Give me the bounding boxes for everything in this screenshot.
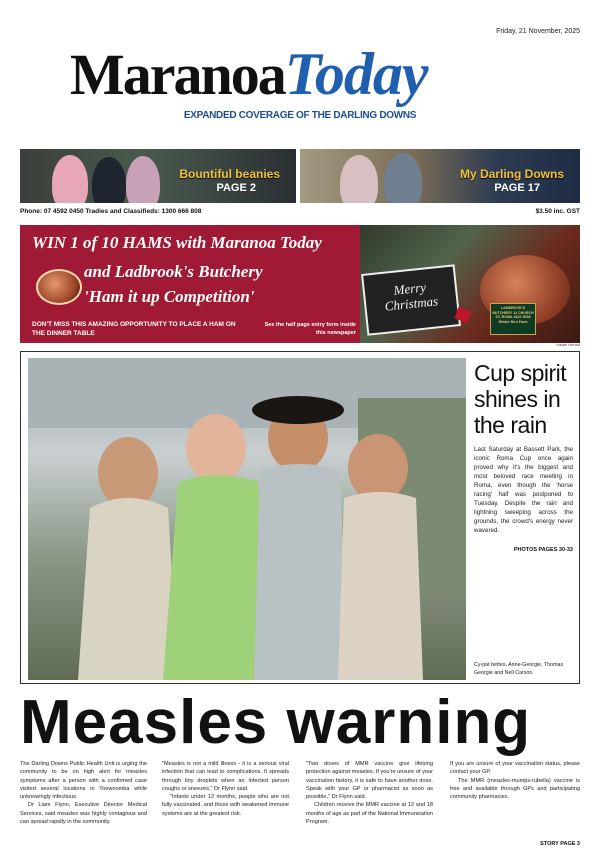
issue-date: Friday, 21 November, 2025 <box>496 28 580 35</box>
teaser-title: My Darling Downs <box>459 167 564 181</box>
feature-body: Last Saturday at Bassett Park, the iconic Roma Cup once again proved why it's the biggest and most beloved race meeting in Roma, even though the 'horse racing' half was postponed to Tuesday. Despite the rain and lightning sweeping across the grounds, the crowd's energy never wavered. <box>474 446 573 534</box>
chalkboard-text: Merry Christmas <box>383 279 439 314</box>
masthead-logo[interactable] <box>70 40 540 110</box>
teaser-photo-person <box>340 155 378 203</box>
lead-column-1 <box>20 760 147 826</box>
chalkboard-sign <box>361 264 461 335</box>
contact-line: Phone: 07 4592 0450 Tradies and Classifieds: 1300 666 808 <box>20 208 202 215</box>
feature-headline[interactable]: Cup spirit shines in the rain <box>474 360 567 438</box>
ham-image <box>36 269 82 305</box>
promo-line-2: and Ladbrook's Butchery <box>84 262 263 281</box>
masthead-part-today: Today <box>284 41 428 107</box>
teaser-photo-person <box>52 155 88 203</box>
teaser-page: PAGE 2 <box>216 182 256 194</box>
paragraph: If you are unsure of your vaccination status, please contact your GP. <box>450 761 580 776</box>
butcher-badge: LADBROOK'S BUTCHERY 12 CHURCH ST, ROMA 4622 3698 Winter Bird Farm <box>490 303 536 335</box>
ham-competition-banner[interactable] <box>20 225 580 343</box>
photo-caption: Cy-pat bettes, Anne-Georgie, Thomas Georgie and Nell Carson. <box>474 662 564 676</box>
feature-photo-illustration <box>28 358 466 680</box>
lead-column-3 <box>306 760 433 826</box>
teaser-my-darling-downs[interactable] <box>300 149 580 203</box>
paragraph: "Measles is not a mild illness - it is a serious viral infection that can lead to complications. It spreads through tiny droplets when an infected person coughs or sneezes," Dr Flynn said. <box>162 761 289 792</box>
lead-column-2 <box>162 760 289 818</box>
teaser-title: Bountiful beanies <box>179 167 280 181</box>
teaser-photo-person <box>92 157 126 203</box>
paragraph: Dr Liam Flynn, Executive Director Medical Services, said measles was highly contagious and can spread rapidly in the community. <box>20 802 147 826</box>
cover-price: $3.50 inc. GST <box>535 208 580 215</box>
paragraph: "Two doses of MMR vaccine give lifelong protection against measles. If you're unsure of your vaccination history, it is safe to have another dose. Speak with your GP or pharmacist as soon as possible," Dr Flynn said. <box>306 761 433 801</box>
teaser-beanies[interactable] <box>20 149 296 203</box>
promo-entry-note: See the half page entry form inside this newspaper <box>264 322 356 336</box>
story-continuation-link[interactable]: STORY PAGE 3 <box>540 841 580 847</box>
lead-column-4 <box>450 760 580 801</box>
promo-credit: Inside Herald <box>556 342 580 347</box>
paragraph: The MMR (measles-mumps-rubella) vaccine is free and available through GPs and participating community pharmacies. <box>450 777 580 801</box>
teaser-page: PAGE 17 <box>494 182 540 194</box>
lead-headline[interactable]: Measles warning <box>20 688 532 757</box>
paragraph: The Darling Downs Public Health Unit is urging the community to be on high alert for measles symptoms after a person with a confirmed case visited several locations in Toowoomba while unknowingly infectious. <box>20 761 147 801</box>
feature-photo-pages: PHOTOS PAGES 30-33 <box>513 547 573 553</box>
promo-line-3: 'Ham it up Competition' <box>84 287 255 306</box>
teaser-photo-person <box>384 153 422 203</box>
masthead-part-maranoa: Maranoa <box>70 42 285 107</box>
promo-line-1: WIN 1 of 10 HAMS with Maranoa Today <box>32 233 322 252</box>
paragraph: Children receive the MMR vaccine at 12 and 18 months of age as part of the National Immunisation Program. <box>306 802 433 826</box>
feature-photo[interactable] <box>28 358 466 680</box>
teaser-photo-person <box>126 156 160 203</box>
promo-call-to-action: DON'T MISS THIS AMAZING OPPORTUNITY TO PLACE A HAM ON THE DINNER TABLE <box>32 321 236 337</box>
tagline: EXPANDED COVERAGE OF THE DARLING DOWNS <box>183 110 417 121</box>
paragraph: "Infants under 12 months, people who are not fully vaccinated, and those with weakened immune systems are at the greatest risk. <box>162 794 289 817</box>
